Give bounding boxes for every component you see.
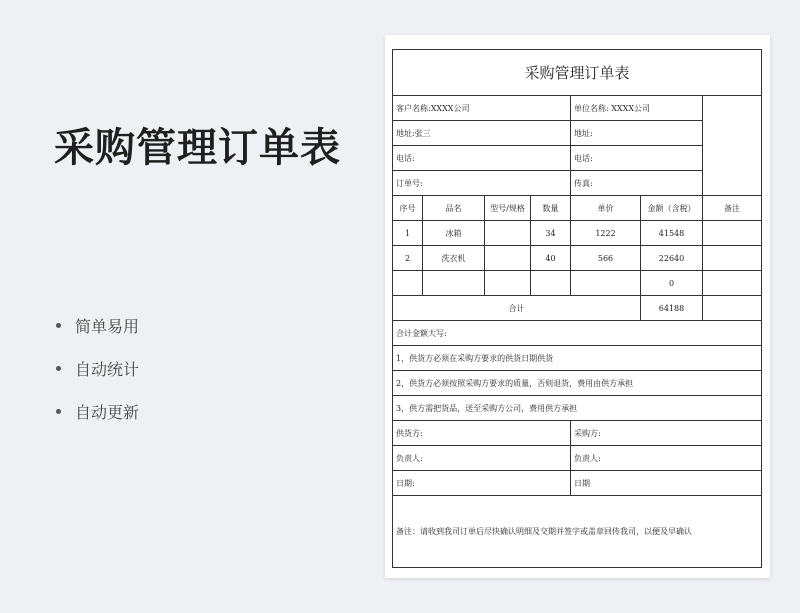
phone-field[interactable]: 电话: [393,146,571,171]
feature-label: 自动统计 [75,359,140,379]
supplier-date-field[interactable]: 日期: [393,471,571,496]
table-row [393,246,762,271]
cell-price[interactable] [571,271,641,296]
cell-amount[interactable]: 41548 [641,221,703,246]
cell-model[interactable] [485,246,531,271]
cell-amount[interactable]: 0 [641,271,703,296]
cell-price[interactable]: 566 [571,246,641,271]
purchaser-field[interactable]: 采购方: [571,421,762,446]
column-header: 品名 [423,196,485,221]
cell-name[interactable]: 冰箱 [423,221,485,246]
feature-item [56,314,139,336]
cell-remark[interactable] [703,271,762,296]
supplier-person-field[interactable]: 负责人: [393,446,571,471]
table-row [393,221,762,246]
cell-model[interactable] [485,271,531,296]
feature-item [56,357,139,379]
order-form-table [392,49,762,568]
cell-price[interactable]: 1222 [571,221,641,246]
feature-list [56,314,139,443]
bullet-icon [56,409,61,414]
order-form-sheet [385,35,770,578]
cell-no[interactable]: 2 [393,246,423,271]
column-header: 数量 [531,196,571,221]
bullet-icon [56,366,61,371]
address-field[interactable]: 地址:张三 [393,121,571,146]
total-amount: 64188 [641,296,703,321]
cell-name[interactable] [423,271,485,296]
column-header: 型号/规格 [485,196,531,221]
cell-model[interactable] [485,221,531,246]
term-line: 3，供方需把货品，送至采购方公司，费用供方承担 [393,396,762,421]
feature-item [56,400,139,422]
cell-name[interactable]: 洗衣机 [423,246,485,271]
order-number-field[interactable]: 订单号: [393,171,571,196]
term-line: 2，供货方必须按照采购方要求的质量，否则退货，费用由供方承担 [393,371,762,396]
blank-cell [703,96,762,196]
cell-qty[interactable]: 34 [531,221,571,246]
address-field-right[interactable]: 地址: [571,121,703,146]
total-label: 合计 [393,296,641,321]
bullet-icon [56,323,61,328]
term-line: 1，供货方必须在采购方要求的供货日期供货 [393,346,762,371]
cell-remark[interactable] [703,221,762,246]
cell-qty[interactable] [531,271,571,296]
fax-field[interactable]: 传真: [571,171,703,196]
total-remark [703,296,762,321]
promo-panel [0,0,380,613]
column-header: 序号 [393,196,423,221]
feature-label: 简单易用 [75,316,140,336]
purchaser-person-field[interactable]: 负责人: [571,446,762,471]
phone-field-right[interactable]: 电话: [571,146,703,171]
cell-qty[interactable]: 40 [531,246,571,271]
promo-title: 采购管理订单表 [54,125,341,171]
total-in-words-field[interactable]: 合计金额大写: [393,321,762,346]
purchaser-date-field[interactable]: 日期 [571,471,762,496]
cell-amount[interactable]: 22640 [641,246,703,271]
column-header: 备注 [703,196,762,221]
cell-no[interactable]: 1 [393,221,423,246]
supplier-field[interactable]: 供货方: [393,421,571,446]
cell-remark[interactable] [703,246,762,271]
column-header: 单价 [571,196,641,221]
customer-name-field[interactable]: 客户名称:XXXX公司 [393,96,571,121]
unit-name-field[interactable]: 单位名称: XXXX公司 [571,96,703,121]
table-row [393,271,762,296]
cell-no[interactable] [393,271,423,296]
form-title: 采购管理订单表 [393,50,762,96]
column-header: 金额（含税） [641,196,703,221]
note-text: 备注：请收到我司订单后尽快确认明细及交期并签字或盖章回传我司，以便及早确认 [393,496,762,568]
feature-label: 自动更新 [75,402,140,422]
